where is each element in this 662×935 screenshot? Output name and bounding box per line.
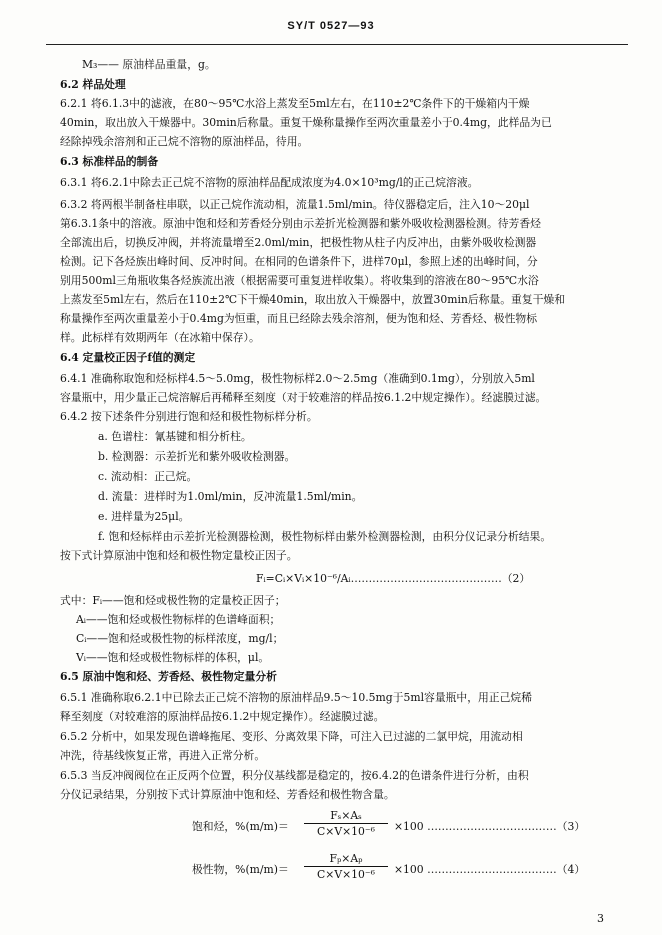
para-6-2-1-line1: 6.2.1 将6.1.3中的滤液，在80～95℃水浴上蒸发至5ml左右，在110±2℃条件下的干燥箱内干燥 <box>60 97 530 110</box>
para-6-3-2-line7: 称量操作至两次重量差小于0.4mg为恒重，而且已经除去残余溶剂，便为饱和烃、芳香烃、极性物标 <box>60 312 537 325</box>
condition-b: b. 检测器：示差折光和紫外吸收检测器。 <box>98 450 296 463</box>
condition-f: f. 饱和烃标样由示差折光检测器检测，极性物标样由紫外检测器检测，由积分仪记录分析结果。 <box>98 530 552 543</box>
formula-2: Fᵢ=Cᵢ×Vᵢ×10⁻⁶/Aᵢ……………………………………（2） <box>256 572 531 585</box>
para-6-4-1-line1: 6.4.1 准确称取饱和烃标样4.5～5.0mg，极性物标样2.0～2.5mg（准确到0.1mg），分别放入5ml <box>60 372 535 385</box>
para-6-3-2-line4: 检测。记下各烃族出峰时间、反冲时间。在相同的色谱条件下，进样70μl，参照上述的出峰时间，分 <box>60 255 538 268</box>
para-6-5-2-line2: 冲洗，待基线恢复正常，再进入正常分析。 <box>60 749 266 762</box>
condition-d: d. 流量：进样时为1.0ml/min，反冲流量1.5ml/min。 <box>98 490 363 503</box>
para-6-3-2-line1: 6.3.2 将两根半制备柱串联，以正己烷作流动相，流量1.5ml/min。待仪器稳定后，注入10～20μl <box>60 198 530 211</box>
para-6-3-2-line5: 别用500ml三角瓶收集各烃族流出液（根据需要可重复进样收集）。将收集到的溶液在80～95℃水浴 <box>60 274 539 287</box>
formula-3-denominator: C×V×10⁻⁶ <box>317 825 375 838</box>
para-6-3-2-line8: 样。此标样有效期两年（在冰箱中保存）。 <box>60 331 260 344</box>
formula-2-intro: 按下式计算原油中饱和烃和极性物定量校正因子。 <box>60 549 298 562</box>
formula-2-where-f: 式中：Fᵢ——饱和烃或极性物的定量校正因子； <box>60 594 286 607</box>
condition-a: a. 色谱柱：氰基键和相分析柱。 <box>98 430 252 443</box>
formula-3-tail: ×100 ………………………………（3） <box>394 820 586 833</box>
header-rule <box>46 44 628 45</box>
formula-3-numerator: Fₛ×Aₛ <box>330 809 362 822</box>
para-6-5-1-line2: 释至刻度（对较难溶的原油样品按6.1.2中规定操作）。经滤膜过滤。 <box>60 710 385 723</box>
para-6-2-1-line2: 40min，取出放入干燥器中。30min后称量。重复干燥称量操作至两次重量差小于0.4mg，此样品为已 <box>60 116 552 129</box>
var-m3-definition: M₃—— 原油样品重量，g。 <box>82 58 216 71</box>
para-6-4-1-line2: 容量瓶中，用少量正己烷溶解后再稀释至刻度（对于较难溶的样品按6.1.2中规定操作）。经滤膜过滤。 <box>60 391 547 404</box>
section-6-3-heading: 6.3 标准样品的制备 <box>60 155 159 168</box>
page-number: 3 <box>597 912 604 925</box>
para-6-3-2-line6: 上蒸发至5ml左右，然后在110±2℃下干燥40min，取出放入干燥器中，放置30min后称量。重复干燥和 <box>60 293 566 306</box>
formula-4-numerator: Fₚ×Aₚ <box>329 852 363 865</box>
para-6-3-1: 6.3.1 将6.2.1中除去正己烷不溶物的原油样品配成浓度为4.0×10³mg/l的正己烷溶液。 <box>60 176 479 189</box>
formula-4-fraction-bar <box>304 866 388 867</box>
formula-2-where-v: Vᵢ——饱和烃或极性物标样的体积，μl。 <box>76 651 270 664</box>
section-6-4-heading: 6.4 定量校正因子f值的测定 <box>60 351 196 364</box>
formula-3-fraction-bar <box>304 823 388 824</box>
formula-2-where-c: Cᵢ——饱和烃或极性物的标样浓度，mg/l； <box>76 632 284 645</box>
document-header-code: SY/T 0527—93 <box>287 20 375 32</box>
formula-4-lhs: 极性物，%(m/m)＝ <box>192 863 289 876</box>
para-6-2-1-line3: 经除掉残余溶剂和正己烷不溶物的原油样品，待用。 <box>60 135 309 148</box>
condition-e: e. 进样量为25μl。 <box>98 510 190 523</box>
para-6-3-2-line3: 全部流出后，切换反冲阀，并将流量增至2.0ml/min，把极性物从柱子内反冲出，由紫外吸收检测器 <box>60 236 537 249</box>
para-6-3-2-line2: 第6.3.1条中的溶液。原油中饱和烃和芳香烃分别由示差折光检测器和紫外吸收检测器检测。待芳香烃 <box>60 217 541 230</box>
para-6-5-2-line1: 6.5.2 分析中，如果发现色谱峰拖尾、变形、分离效果下降，可注入已过滤的二氯甲烷，用流动相 <box>60 730 523 743</box>
formula-2-where-a: Aᵢ——饱和烃或极性物标样的色谱峰面积； <box>76 613 281 626</box>
formula-3-lhs: 饱和烃，%(m/m)＝ <box>192 820 289 833</box>
section-6-5-heading: 6.5 原油中饱和烃、芳香烃、极性物定量分析 <box>60 670 277 683</box>
section-6-2-heading: 6.2 样品处理 <box>60 78 126 91</box>
para-6-5-3-line1: 6.5.3 当反冲阀阀位在正反两个位置，积分仪基线都是稳定的，按6.4.2的色谱条件进行分析，由积 <box>60 769 529 782</box>
formula-4-tail: ×100 ………………………………（4） <box>394 863 586 876</box>
para-6-4-2: 6.4.2 按下述条件分别进行饱和烃和极性物标样分析。 <box>60 410 318 423</box>
para-6-5-3-line2: 分仪记录结果，分别按下式计算原油中饱和烃、芳香烃和极性物含量。 <box>60 788 395 801</box>
condition-c: c. 流动相：正己烷。 <box>98 470 198 483</box>
para-6-5-1-line1: 6.5.1 准确称取6.2.1中已除去正己烷不溶物的原油样品9.5～10.5mg于5ml容量瓶中，用正己烷稀 <box>60 691 532 704</box>
formula-4-denominator: C×V×10⁻⁶ <box>317 868 375 881</box>
